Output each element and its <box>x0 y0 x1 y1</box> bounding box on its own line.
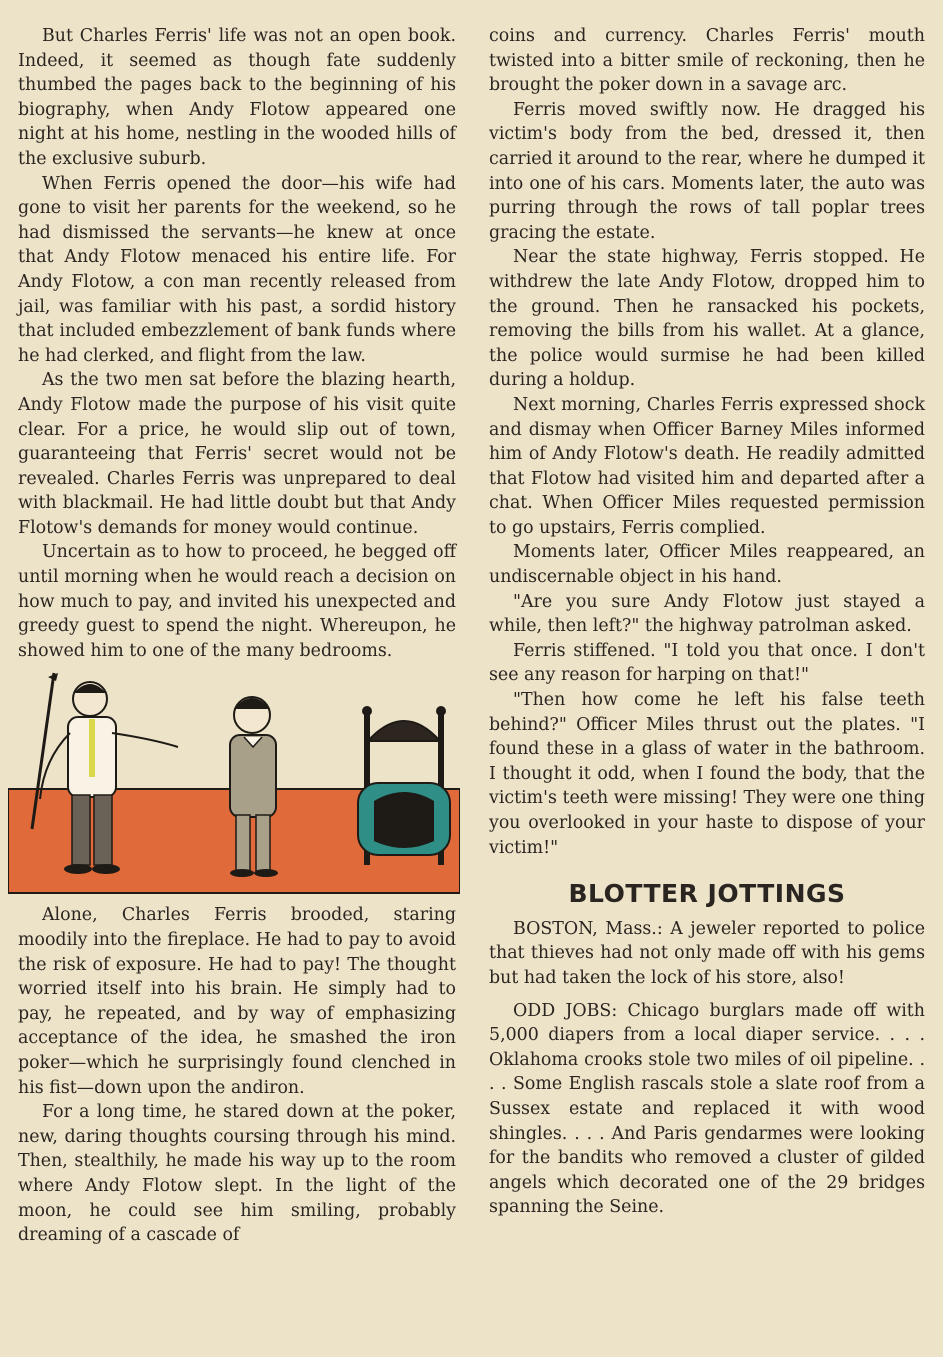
paragraph: Moments later, Officer Miles reappeared, an undiscernable object in his hand. <box>489 542 925 588</box>
paragraph: "Then how come he left his false teeth behind?" Officer Miles thrust out the plates. "I found these in a glass of water in the bathroom. I thought it odd, when I found the body, that the victim's teeth were missing! They were one thing you overlooked in your haste to dispose of your victim!" <box>489 690 925 858</box>
paragraph: Ferris moved swiftly now. He dragged his victim's body from the bed, dressed it, then carried it around to the rear, where he dumped it into one of his cars. Moments later, the auto was purring through the rows of tall poplar trees gracing the estate. <box>489 99 925 243</box>
paragraph: But Charles Ferris' life was not an open book. Indeed, it seemed as though fate suddenly thumbed the pages back to the beginning of his biography, when Andy Flotow appeared one night at his home, nestling in the wooded hills of the exclusive suburb. <box>18 26 456 169</box>
paragraph: "Are you sure Andy Flotow just stayed a while, then left?" the highway patrolman asked. <box>489 591 925 637</box>
paragraph: Ferris stiffened. "I told you that once. I don't see any reason for harping on that!" <box>489 640 925 686</box>
paragraph: As the two men sat before the blazing hearth, Andy Flotow made the purpose of his visit quite clear. For a price, he would slip out of town, guaranteeing that Ferris' secret would not be revealed. Charles Ferris was unprepared to deal with blackmail. He had little doubt but that Andy Flotow's demands for money would continue. <box>18 370 456 538</box>
jotting: ODD JOBS: Chicago burglars made off with 5,000 diapers from a local diaper service. . . . Oklahoma crooks stole two miles of oil pipeline. . . . Some English rascals stole a slate roof from a Sussex estate and replaced it with wood shingles. . . . And Paris gendarmes were looking for the bandits who removed a cluster of gilded angels which decorated one of the 29 bridges spanning the Seine. <box>489 1000 925 1218</box>
paragraph: Alone, Charles Ferris brooded, staring moodily into the fireplace. He had to pay to avoid the risk of exposure. He had to pay! The thought worried itself into his brain. He simply had to pay, he repeated, and by way of emphasizing acceptance of the idea, he smashed the iron poker—which he surprisingly found clenched in his fist—down upon the andiron. <box>18 905 456 1098</box>
jotting: BOSTON, Mass.: A jeweler reported to police that thieves had not only made off with his gems but had taken the lock of his store, also! <box>489 918 925 988</box>
section-heading: BLOTTER JOTTINGS <box>568 879 846 909</box>
paragraph: For a long time, he stared down at the poker, new, daring thoughts coursing through his mind. Then, stealthily, he made his way up to the room where Andy Flotow slept. In the light of the moon, he could see him smiling, probably dreaming of a cascade of <box>18 1102 456 1246</box>
paragraph: Near the state highway, Ferris stopped. He withdrew the late Andy Flotow, dropped him to the ground. Then he ransacked his pockets, removing the bills from his wallet. At a glance, the police would surmise he had been killed during a holdup. <box>489 247 925 391</box>
paragraph: Next morning, Charles Ferris expressed shock and dismay when Officer Barney Miles informed him of Andy Flotow's death. He readily admitted that Flotow had visited him and departed after a chat. When Officer Miles requested permission to go upstairs, Ferris complied. <box>489 394 925 538</box>
paragraph: Uncertain as to how to proceed, he begged off until morning when he would reach a decision on how much to pay, and invited his unexpected and greedy guest to spend the night. Whereupon, he showed him to one of the many bedrooms. <box>18 542 456 661</box>
illustration-two-men-bedroom <box>8 671 460 897</box>
bed-illustration <box>358 706 450 865</box>
paragraph: When Ferris opened the door—his wife had gone to visit her parents for the weekend, so he had dismissed the servants—he knew at once that Andy Flotow menaced his entire life. For Andy Flotow, a con man recently released from jail, was familiar with his past, a sordid history that included embezzlement of bank funds where he had clerked, and flight from the law. <box>18 173 456 366</box>
paragraph-continuation: coins and currency. Charles Ferris' mouth twisted into a bitter smile of reckoning, then he brought the poker down in a savage arc. <box>489 26 925 96</box>
right-column <box>489 24 925 1220</box>
left-column <box>18 24 456 1248</box>
